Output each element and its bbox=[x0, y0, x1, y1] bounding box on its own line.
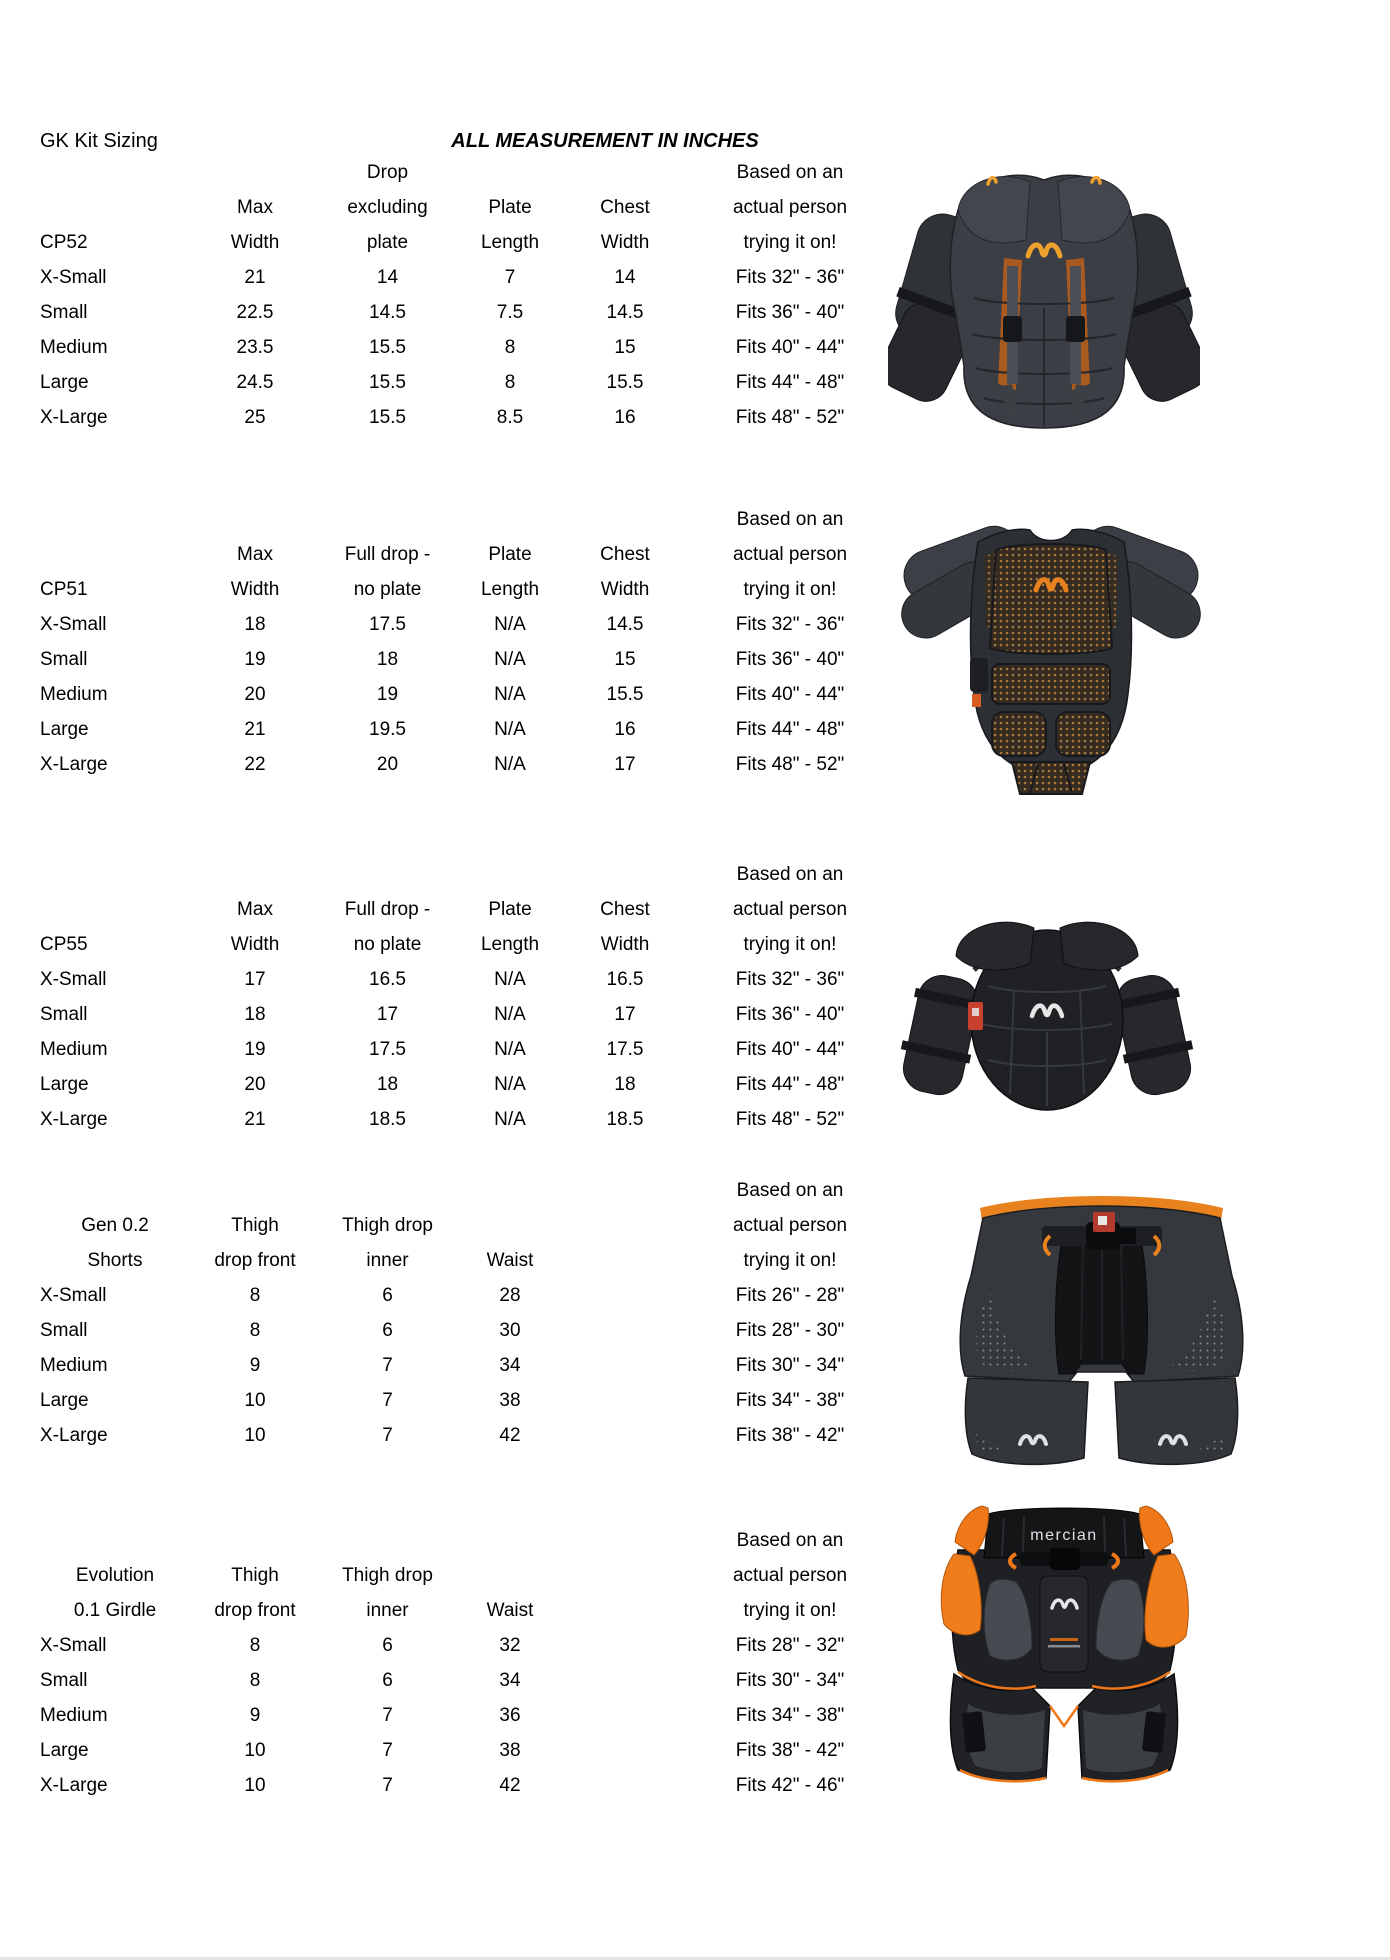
size-value: 38 bbox=[499, 1390, 521, 1411]
empty-cell bbox=[190, 1173, 320, 1208]
size-value: N/A bbox=[494, 1074, 526, 1095]
column-header: trying it on! bbox=[743, 1250, 837, 1271]
size-value: 14.5 bbox=[606, 302, 644, 323]
size-value: 19 bbox=[244, 1039, 266, 1060]
empty-cell bbox=[565, 857, 685, 892]
size-value: N/A bbox=[494, 1109, 526, 1130]
fit-range: Fits 32" - 36" bbox=[735, 267, 845, 288]
evolution-girdle-product-photo bbox=[924, 1498, 1204, 1790]
size-value: 7 bbox=[382, 1705, 393, 1726]
size-value: 15 bbox=[614, 649, 636, 670]
column-header: drop front bbox=[214, 1250, 296, 1271]
column-header: plate bbox=[366, 232, 409, 253]
size-value: 15.5 bbox=[369, 407, 406, 428]
size-value: 14.5 bbox=[606, 614, 644, 635]
cp51-product-photo bbox=[896, 498, 1206, 800]
column-header: Width bbox=[600, 934, 650, 955]
fit-range: Fits 38" - 42" bbox=[735, 1740, 845, 1761]
size-value: 7 bbox=[504, 267, 516, 288]
fit-range: Fits 40" - 44" bbox=[735, 1039, 845, 1060]
size-value: 14 bbox=[376, 267, 399, 288]
fit-range: Fits 34" - 38" bbox=[735, 1390, 845, 1411]
empty-cell bbox=[40, 190, 190, 225]
empty-cell bbox=[40, 857, 190, 892]
empty-cell bbox=[565, 1348, 685, 1383]
column-header: Plate bbox=[488, 899, 532, 920]
empty-cell bbox=[565, 1383, 685, 1418]
column-header: Width bbox=[600, 579, 650, 600]
column-header: Waist bbox=[486, 1600, 534, 1621]
size-value: 34 bbox=[499, 1355, 521, 1376]
cp51-sizing-table bbox=[40, 502, 895, 782]
size-value: 10 bbox=[244, 1775, 266, 1796]
column-header: Width bbox=[230, 934, 280, 955]
size-value: 21 bbox=[244, 719, 266, 740]
size-value: 16 bbox=[614, 719, 636, 740]
product-name: 0.1 Girdle bbox=[73, 1600, 157, 1621]
size-label: X-Large bbox=[40, 407, 108, 428]
size-value: 7.5 bbox=[496, 302, 524, 323]
product-name: CP55 bbox=[40, 934, 88, 955]
size-value: N/A bbox=[494, 1004, 526, 1025]
size-value: 16 bbox=[614, 407, 636, 428]
size-label: Small bbox=[40, 1004, 88, 1025]
size-value: N/A bbox=[494, 684, 526, 705]
size-value: N/A bbox=[494, 649, 526, 670]
size-value: N/A bbox=[494, 614, 526, 635]
empty-cell bbox=[455, 1173, 565, 1208]
empty-cell bbox=[565, 1313, 685, 1348]
fit-range: Fits 40" - 44" bbox=[735, 684, 845, 705]
cp52-product-photo bbox=[888, 148, 1200, 436]
evolution-girdle-sizing-table bbox=[40, 1523, 895, 1803]
size-value: 17 bbox=[376, 1004, 399, 1025]
size-value: 9 bbox=[249, 1355, 261, 1376]
size-value: 17 bbox=[244, 969, 266, 990]
empty-cell bbox=[565, 1278, 685, 1313]
size-value: 17.5 bbox=[369, 614, 406, 635]
size-value: 18 bbox=[376, 1074, 399, 1095]
product-name: Gen 0.2 bbox=[81, 1215, 149, 1236]
empty-cell bbox=[455, 857, 565, 892]
empty-cell bbox=[565, 1593, 685, 1628]
size-value: 7 bbox=[382, 1425, 393, 1446]
fit-range: Fits 48" - 52" bbox=[735, 754, 845, 775]
size-value: 24.5 bbox=[236, 372, 274, 393]
empty-cell bbox=[565, 1173, 685, 1208]
size-value: 18 bbox=[614, 1074, 636, 1095]
empty-cell bbox=[455, 1523, 565, 1558]
column-header: Chest bbox=[600, 197, 650, 218]
empty-cell bbox=[190, 857, 320, 892]
column-header: actual person bbox=[732, 544, 848, 565]
empty-cell bbox=[40, 155, 190, 190]
empty-cell bbox=[565, 1418, 685, 1453]
size-value: 32 bbox=[499, 1635, 521, 1656]
size-label: Small bbox=[40, 302, 88, 323]
size-value: 15.5 bbox=[369, 372, 406, 393]
empty-cell bbox=[40, 537, 190, 572]
size-value: 6 bbox=[382, 1670, 393, 1691]
column-header: no plate bbox=[353, 934, 422, 955]
fit-range: Fits 44" - 48" bbox=[735, 372, 845, 393]
size-value: 17.5 bbox=[606, 1039, 644, 1060]
column-header: trying it on! bbox=[743, 232, 837, 253]
empty-cell bbox=[565, 1733, 685, 1768]
size-label: Small bbox=[40, 649, 88, 670]
girdle-brand-text: mercian bbox=[1030, 1527, 1098, 1544]
size-value: 22.5 bbox=[236, 302, 274, 323]
size-label: X-Large bbox=[40, 754, 108, 775]
size-value: 22 bbox=[244, 754, 266, 775]
page-title: ALL MEASUREMENT IN INCHES bbox=[451, 130, 759, 152]
fit-range: Fits 32" - 36" bbox=[735, 969, 845, 990]
size-value: 18 bbox=[244, 614, 266, 635]
empty-cell bbox=[565, 1663, 685, 1698]
size-label: X-Small bbox=[40, 1635, 107, 1656]
column-header: drop front bbox=[214, 1600, 296, 1621]
column-header: trying it on! bbox=[743, 579, 837, 600]
product-name: Shorts bbox=[87, 1250, 143, 1271]
size-value: 23.5 bbox=[236, 337, 274, 358]
empty-cell bbox=[565, 502, 685, 537]
empty-cell bbox=[565, 1243, 685, 1278]
column-header: inner bbox=[366, 1250, 409, 1271]
column-header: Width bbox=[600, 232, 650, 253]
column-header: Length bbox=[480, 232, 540, 253]
size-value: 15 bbox=[614, 337, 636, 358]
size-value: 16.5 bbox=[369, 969, 406, 990]
size-value: 18 bbox=[244, 1004, 266, 1025]
column-header: Drop bbox=[366, 162, 409, 183]
column-header: Max bbox=[237, 899, 273, 920]
size-label: Large bbox=[40, 372, 89, 393]
column-header: actual person bbox=[732, 899, 848, 920]
size-value: 17.5 bbox=[369, 1039, 406, 1060]
size-value: 8 bbox=[249, 1670, 261, 1691]
cp55-product-photo bbox=[896, 898, 1198, 1120]
size-value: 14 bbox=[614, 267, 636, 288]
column-header: Width bbox=[230, 232, 280, 253]
column-header: trying it on! bbox=[743, 934, 837, 955]
size-label: Large bbox=[40, 1074, 89, 1095]
empty-cell bbox=[565, 1628, 685, 1663]
column-header: Full drop - bbox=[344, 544, 431, 565]
column-header: Thigh bbox=[231, 1565, 279, 1586]
size-value: 15.5 bbox=[606, 372, 644, 393]
size-label: X-Small bbox=[40, 969, 107, 990]
fit-range: Fits 48" - 52" bbox=[735, 1109, 845, 1130]
size-label: X-Small bbox=[40, 1285, 107, 1306]
size-label: Medium bbox=[40, 1355, 108, 1376]
fit-range: Fits 44" - 48" bbox=[735, 1074, 845, 1095]
page-heading: GK Kit Sizing bbox=[40, 130, 158, 152]
fit-range: Fits 30" - 34" bbox=[735, 1670, 845, 1691]
size-value: 34 bbox=[499, 1670, 521, 1691]
size-value: 8 bbox=[504, 372, 516, 393]
size-value: 21 bbox=[244, 1109, 266, 1130]
column-header: actual person bbox=[732, 1565, 848, 1586]
column-header: Thigh bbox=[231, 1215, 279, 1236]
empty-cell bbox=[190, 1523, 320, 1558]
fit-range: Fits 40" - 44" bbox=[735, 337, 845, 358]
size-value: 7 bbox=[382, 1390, 393, 1411]
empty-cell bbox=[320, 1173, 455, 1208]
size-label: X-Small bbox=[40, 267, 107, 288]
fit-range: Fits 32" - 36" bbox=[735, 614, 845, 635]
fit-range: Fits 34" - 38" bbox=[735, 1705, 845, 1726]
size-value: 19 bbox=[376, 684, 399, 705]
column-header: Plate bbox=[488, 197, 532, 218]
size-value: 8 bbox=[504, 337, 516, 358]
size-label: Medium bbox=[40, 684, 108, 705]
size-label: Large bbox=[40, 719, 89, 740]
size-label: X-Large bbox=[40, 1109, 108, 1130]
fit-range: Fits 28" - 32" bbox=[735, 1635, 845, 1656]
size-value: 17 bbox=[614, 1004, 636, 1025]
size-value: 7 bbox=[382, 1355, 393, 1376]
size-value: 42 bbox=[499, 1775, 521, 1796]
size-value: N/A bbox=[494, 754, 526, 775]
column-header: Length bbox=[480, 579, 540, 600]
size-label: Medium bbox=[40, 1705, 108, 1726]
fit-range: Fits 36" - 40" bbox=[735, 1004, 845, 1025]
empty-cell bbox=[40, 1173, 190, 1208]
size-value: 17 bbox=[614, 754, 636, 775]
size-value: 10 bbox=[244, 1740, 266, 1761]
column-header: Length bbox=[480, 934, 540, 955]
empty-cell bbox=[455, 155, 565, 190]
size-label: Medium bbox=[40, 337, 108, 358]
product-name: CP52 bbox=[40, 232, 88, 253]
size-value: 15.5 bbox=[369, 337, 406, 358]
size-value: 10 bbox=[244, 1390, 266, 1411]
empty-cell bbox=[565, 155, 685, 190]
column-header: Based on an bbox=[736, 1530, 844, 1551]
empty-cell bbox=[455, 1208, 565, 1243]
size-label: Large bbox=[40, 1390, 89, 1411]
size-value: 28 bbox=[499, 1285, 521, 1306]
size-value: 18 bbox=[376, 649, 399, 670]
column-header: actual person bbox=[732, 1215, 848, 1236]
size-value: 6 bbox=[382, 1635, 393, 1656]
size-value: N/A bbox=[494, 719, 526, 740]
fit-range: Fits 38" - 42" bbox=[735, 1425, 845, 1446]
size-value: 7 bbox=[382, 1775, 393, 1796]
empty-cell bbox=[565, 1558, 685, 1593]
empty-cell bbox=[40, 892, 190, 927]
empty-cell bbox=[190, 155, 320, 190]
size-value: 25 bbox=[244, 407, 266, 428]
size-value: 30 bbox=[499, 1320, 521, 1341]
size-value: 36 bbox=[499, 1705, 521, 1726]
column-header: Plate bbox=[488, 544, 532, 565]
size-value: 20 bbox=[376, 754, 399, 775]
gen02-shorts-sizing-table bbox=[40, 1173, 895, 1453]
column-header: Chest bbox=[600, 899, 650, 920]
cp52-sizing-table bbox=[40, 155, 895, 435]
column-header: Based on an bbox=[736, 509, 844, 530]
size-value: 20 bbox=[244, 684, 266, 705]
size-label: X-Small bbox=[40, 614, 107, 635]
empty-cell bbox=[320, 857, 455, 892]
size-value: 16.5 bbox=[606, 969, 644, 990]
empty-cell bbox=[320, 502, 455, 537]
product-name: CP51 bbox=[40, 579, 88, 600]
size-value: 8 bbox=[249, 1285, 261, 1306]
column-header: Max bbox=[237, 197, 273, 218]
size-value: 18.5 bbox=[606, 1109, 644, 1130]
size-label: Small bbox=[40, 1320, 88, 1341]
empty-cell bbox=[565, 1208, 685, 1243]
empty-cell bbox=[565, 1698, 685, 1733]
size-value: 20 bbox=[244, 1074, 266, 1095]
size-value: 38 bbox=[499, 1740, 521, 1761]
empty-cell bbox=[565, 1523, 685, 1558]
size-value: N/A bbox=[494, 969, 526, 990]
empty-cell bbox=[320, 1523, 455, 1558]
column-header: inner bbox=[366, 1600, 409, 1621]
size-value: 19 bbox=[244, 649, 266, 670]
column-header: Max bbox=[237, 544, 273, 565]
fit-range: Fits 30" - 34" bbox=[735, 1355, 845, 1376]
size-value: 21 bbox=[244, 267, 266, 288]
size-value: 42 bbox=[499, 1425, 521, 1446]
size-value: 6 bbox=[382, 1285, 393, 1306]
size-label: Small bbox=[40, 1670, 88, 1691]
size-value: 6 bbox=[382, 1320, 393, 1341]
fit-range: Fits 42" - 46" bbox=[735, 1775, 845, 1796]
gen02-shorts-product-photo bbox=[938, 1186, 1265, 1469]
product-name: Evolution bbox=[75, 1565, 155, 1586]
size-label: Large bbox=[40, 1740, 89, 1761]
fit-range: Fits 44" - 48" bbox=[735, 719, 845, 740]
column-header: Thigh drop bbox=[342, 1565, 433, 1586]
column-header: Chest bbox=[600, 544, 650, 565]
size-value: 9 bbox=[249, 1705, 261, 1726]
column-header: trying it on! bbox=[743, 1600, 837, 1621]
empty-cell bbox=[40, 502, 190, 537]
column-header: excluding bbox=[347, 197, 428, 218]
empty-cell bbox=[40, 1523, 190, 1558]
fit-range: Fits 36" - 40" bbox=[735, 649, 845, 670]
column-header: Waist bbox=[486, 1250, 534, 1271]
fit-range: Fits 36" - 40" bbox=[735, 302, 845, 323]
column-header: no plate bbox=[353, 579, 422, 600]
size-value: 10 bbox=[244, 1425, 266, 1446]
size-value: 7 bbox=[382, 1740, 393, 1761]
cp55-sizing-table bbox=[40, 857, 895, 1137]
size-value: 8.5 bbox=[496, 407, 524, 428]
fit-range: Fits 26" - 28" bbox=[735, 1285, 845, 1306]
column-header: Full drop - bbox=[344, 899, 431, 920]
column-header: Width bbox=[230, 579, 280, 600]
size-value: 8 bbox=[249, 1635, 261, 1656]
size-value: 8 bbox=[249, 1320, 261, 1341]
empty-cell bbox=[455, 1558, 565, 1593]
size-value: N/A bbox=[494, 1039, 526, 1060]
empty-cell bbox=[565, 1768, 685, 1803]
fit-range: Fits 28" - 30" bbox=[735, 1320, 845, 1341]
column-header: Based on an bbox=[736, 1180, 844, 1201]
fit-range: Fits 48" - 52" bbox=[735, 407, 845, 428]
size-value: 19.5 bbox=[369, 719, 406, 740]
size-value: 15.5 bbox=[606, 684, 644, 705]
size-value: 14.5 bbox=[369, 302, 406, 323]
empty-cell bbox=[455, 502, 565, 537]
size-value: 18.5 bbox=[369, 1109, 406, 1130]
size-label: X-Large bbox=[40, 1775, 108, 1796]
column-header: actual person bbox=[732, 197, 848, 218]
column-header: Thigh drop bbox=[342, 1215, 433, 1236]
size-label: X-Large bbox=[40, 1425, 108, 1446]
column-header: Based on an bbox=[736, 864, 844, 885]
size-label: Medium bbox=[40, 1039, 108, 1060]
empty-cell bbox=[190, 502, 320, 537]
column-header: Based on an bbox=[736, 162, 844, 183]
